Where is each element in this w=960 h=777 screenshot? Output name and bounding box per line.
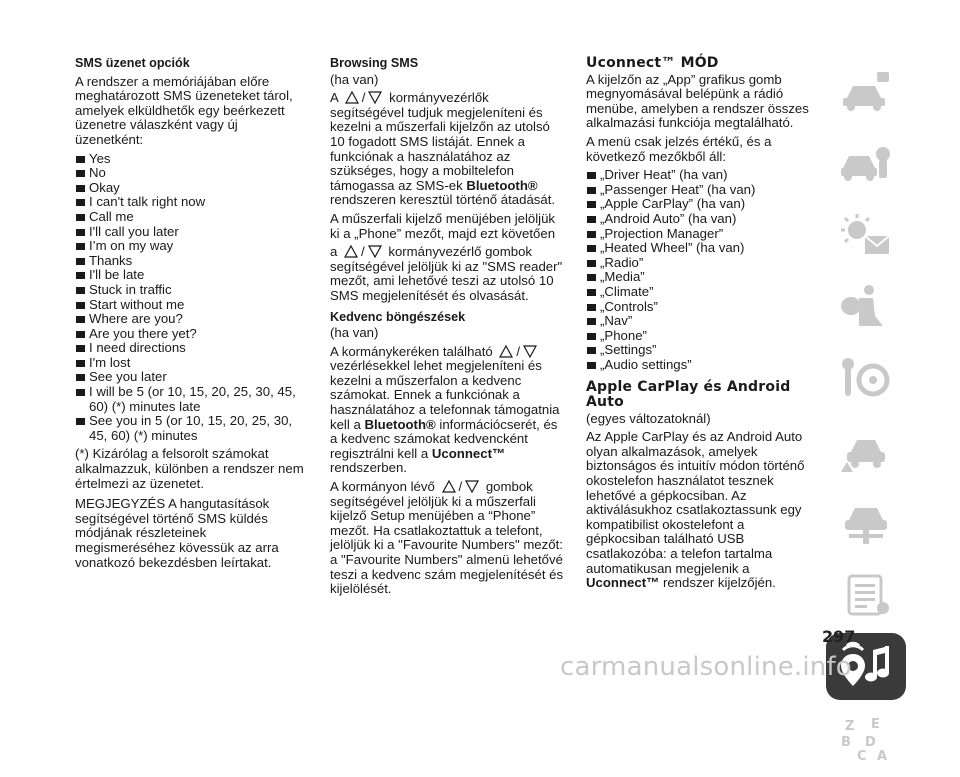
car-breakdown-icon [839, 428, 893, 474]
carplay-paragraph [586, 430, 816, 591]
b1-bluetooth: Bluetooth® [466, 177, 538, 193]
tab-servicing[interactable] [826, 489, 906, 556]
browsing-sms-heading: Browsing SMS [330, 56, 419, 70]
sms-option: Where are you? [75, 312, 307, 327]
sms-option: No [75, 166, 307, 181]
uconnect-field: „Controls” [586, 300, 816, 315]
uconnect-field: „Settings” [586, 343, 816, 358]
uconnect-field: „Projection Manager” [586, 227, 816, 242]
f2-prefix: A kormányon lévő [330, 479, 435, 495]
sms-option: I can't talk right now [75, 195, 307, 210]
down-arrow-icon [368, 245, 382, 258]
f2-rest: gombok segítségével jelöljük ki a műszerfali kijelző Setup menüjében a “Phone” mezőt. Ha csatlakoztattuk a telefont, jelöljük ki a "Favourite Numbers" mezőt: a "Favourite Numbers" almenü lehetővé teszi a kedvenc szám megjelenítését és kijelölését. [330, 479, 564, 597]
browsing-sms-paragraph-1 [330, 91, 564, 208]
sms-option: Stuck in traffic [75, 283, 307, 298]
tab-technical-data[interactable] [826, 561, 906, 628]
airbag-seat-icon [839, 284, 893, 330]
up-arrow-icon [345, 91, 359, 104]
f1-bluetooth: Bluetooth® [364, 416, 436, 432]
sms-option: See you in 5 (or 10, 15, 20, 25, 30, 45, 60) (*) minutes [75, 414, 307, 443]
svg-text:A: A [877, 748, 888, 764]
svg-text:D: D [865, 734, 876, 750]
carplay-text: Az Apple CarPlay és az Android Auto olyan alkalmazások, amelyek biztonságos és intuitív módon történő okostelefon használatot tesznek lehetővé a gépkocsiban. Az aktiválásukhoz csatlakoztassunk egy kompatibilist okostelefont a gépkocsiban található USB csatlakozóba: a telefon tartalma automatikusan megjelenik a [586, 429, 805, 576]
b1-rest: kormányvezérlők segítségével tudjuk megjeleníteni és kezelni a műszerfali kijelzőn az utolsó 10 fogadott SMS listáját. Ennek a funkciónak a használatához az szükséges, hogy a mobiltelefon támogassa az SMS-ek [330, 90, 550, 193]
sms-option: See you later [75, 370, 307, 385]
f1-mid: információcserét, és a kedvenc számokat kedvencként regisztrálni kell a [330, 416, 558, 461]
carplay-uconnect: Uconnect™ [586, 575, 660, 591]
sms-option: I'm lost [75, 356, 307, 371]
uconnect-field: „Audio settings” [586, 358, 816, 373]
uconnect-intro-2: A menü csak jelzés értékű, és a következő mezőkből áll: [586, 133, 772, 164]
carplay-heading: Apple CarPlay és Android Auto [586, 379, 791, 411]
carplay-end: rendszer kijelzőjén. [662, 575, 776, 591]
sms-option: Are you there yet? [75, 327, 307, 342]
sms-option: I'll call you later [75, 225, 307, 240]
browsing-sms-variant: (ha van) [330, 71, 379, 87]
b1-slash: / [361, 90, 366, 106]
favourites-paragraph-2 [330, 480, 564, 597]
uconnect-field: „Nav” [586, 314, 816, 329]
down-arrow-icon [465, 480, 479, 493]
up-arrow-icon [344, 245, 358, 258]
uconnect-field: „Passenger Heat” (ha van) [586, 183, 816, 198]
car-lift-icon [839, 500, 893, 546]
column-browsing-sms [330, 56, 564, 601]
sms-option: I will be 5 (or 10, 15, 20, 25, 30, 45, 60) (*) minutes late [75, 385, 307, 414]
sms-option: I’m on my way [75, 239, 307, 254]
sms-option: Okay [75, 181, 307, 196]
b3-prefix: a [330, 244, 338, 260]
svg-text:B: B [841, 734, 851, 750]
car-key-icon [839, 140, 893, 186]
uconnect-field: „Phone” [586, 329, 816, 344]
b3-slash: / [361, 244, 365, 260]
sms-option: Yes [75, 152, 307, 167]
tab-car-dashboard[interactable] [826, 57, 906, 124]
car-dashboard-icon [839, 68, 893, 114]
sms-option: Thanks [75, 254, 307, 269]
f1-rest: vezérlésekkel lehet megjeleníteni és kezelni a műszerfalon a kedvenc számokat. Ennek a funkciónak a használatához a telefonnak támogatnia kell a [330, 358, 560, 432]
sms-options-heading: SMS üzenet opciók [75, 56, 190, 70]
up-arrow-icon [442, 480, 456, 493]
uconnect-field: „Heated Wheel” (ha van) [586, 241, 816, 256]
wrench-steering-icon [839, 356, 893, 402]
svg-text:E: E [871, 716, 880, 732]
browsing-sms-paragraph-3 [330, 245, 564, 303]
column-sms-options [75, 56, 307, 574]
f2-slash: / [458, 479, 463, 495]
watermark: carmanualsonline.info [560, 652, 852, 682]
uconnect-field: „Climate” [586, 285, 816, 300]
sms-option: I'll be late [75, 268, 307, 283]
tab-starting-driving[interactable] [826, 345, 906, 412]
browsing-sms-paragraph-2: A műszerfali kijelző menüjében jelöljük ki a „Phone” mezőt, majd ezt követően [330, 210, 556, 241]
uconnect-field: „Apple CarPlay” (ha van) [586, 197, 816, 212]
uconnect-fields-list [586, 168, 816, 372]
f1-uconnect: Uconnect™ [431, 445, 506, 461]
tab-safety[interactable] [826, 273, 906, 340]
specifications-list-icon [839, 572, 893, 618]
f1-slash: / [516, 343, 521, 359]
svg-text:Z: Z [845, 718, 855, 734]
uconnect-field: „Android Auto” (ha van) [586, 212, 816, 227]
f1-prefix: A kormánykeréken található [330, 343, 493, 359]
uconnect-field: „Driver Heat” (ha van) [586, 168, 816, 183]
carplay-variant: (egyes változatoknál) [586, 410, 711, 426]
favourites-variant: (ha van) [330, 325, 379, 341]
tab-index[interactable] [826, 705, 906, 772]
favourites-heading: Kedvenc böngészések [330, 309, 466, 324]
page-number: 297 [822, 627, 856, 646]
uconnect-field: „Radio” [586, 256, 816, 271]
sms-option: I need directions [75, 341, 307, 356]
b3-rest: kormányvezérlő gombok segítségével jelöljük ki az "SMS reader" mezőt, ami lehetővé teszi az utolsó 10 SMS megjelenítését és olvasását. [330, 244, 563, 303]
uconnect-field: „Media” [586, 270, 816, 285]
sms-numbers-note: (*) Kizárólag a felsorolt számokat alkalmazzuk, különben a rendszer nem értelmezi az üzenetet. [75, 446, 304, 491]
svg-text:C: C [857, 748, 867, 764]
down-arrow-icon [523, 345, 537, 358]
up-arrow-icon [499, 345, 513, 358]
index-letters-icon [839, 716, 893, 762]
b1-prefix: A [330, 90, 339, 106]
uconnect-heading: Uconnect™ MÓD [586, 55, 719, 71]
sms-voice-note: MEGJEGYZÉS A hangutasítások segítségével történő SMS küldés módjának részleteinek megismeréséhez kövessük az arra vonatkozó bekezdésben leírtakat. [75, 496, 279, 570]
b1-end: rendszeren keresztül történő átadását. [330, 192, 556, 208]
sms-options-intro: A rendszer a memóriájában előre meghatározott SMS üzeneteket tárol, amelyek elküldhetők egy beérkezett üzenetre válaszként vagy új üzenetként: [75, 73, 293, 147]
sms-options-list [75, 152, 307, 444]
f1-end: rendszerben. [330, 460, 407, 476]
warning-light-mail-icon [839, 212, 893, 258]
uconnect-intro: A kijelzőn az „App” grafikus gomb megnyomásával belépünk a rádió menübe, amelyben a rendszer összes alkalmazási funkciója megtalálható. [586, 71, 809, 131]
down-arrow-icon [368, 91, 382, 104]
column-uconnect-mode [586, 56, 816, 595]
favourites-paragraph-1 [330, 345, 564, 476]
sms-option: Start without me [75, 298, 307, 313]
tab-car-key[interactable] [826, 129, 906, 196]
tab-warning-lights[interactable] [826, 201, 906, 268]
sms-option: Call me [75, 210, 307, 225]
tab-emergency[interactable] [826, 417, 906, 484]
